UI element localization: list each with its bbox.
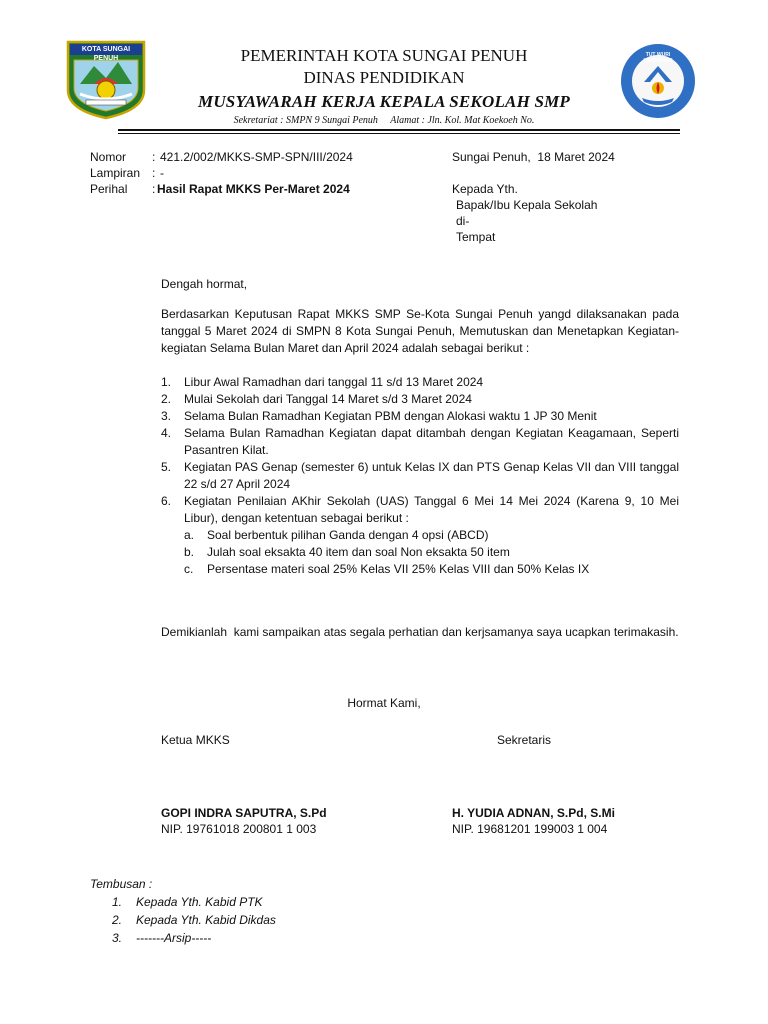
perihal-value: Hasil Rapat MKKS Per-Maret 2024 <box>157 182 350 196</box>
nomor-value: 421.2/002/MKKS-SMP-SPN/III/2024 <box>160 150 353 164</box>
salutation: Hormat Kami, <box>347 696 421 710</box>
greeting: Dengah hormat, <box>161 277 248 291</box>
left-signatory-name: GOPI INDRA SAPUTRA, S.Pd <box>161 806 327 820</box>
tembusan-item: Kepada Yth. Kabid Dikdas <box>136 913 276 927</box>
list-item: c. Persentase materi soal 25% Kelas VII 25% Kelas VIII dan 50% Kelas IX <box>184 562 590 576</box>
recipient-line-2: Bapak/Ibu Kepala Sekolah <box>456 198 598 212</box>
tembusan-item: -------Arsip----- <box>136 931 212 945</box>
tembusan-item-num: 3. <box>112 931 123 945</box>
list-item: 6. Kegiatan Penilaian AKhir Sekolah (UAS) Tanggal 6 Mei 14 Mei 2024 (Karena 9, 10 Mei Libur), dengan ketentuan sebagai berikut : a. Soal berbentuk pilihan Ganda dengan 4 opsi (ABCD) b. Julah soal eksakta 40 item dan soal Non eksakta 50 item c. Persentase materi soal 25% Kelas VII 25% Kelas VIII dan 50% Kelas IX <box>161 494 679 576</box>
list-item: b. Julah soal eksakta 40 item dan soal Non eksakta 50 item <box>184 545 510 559</box>
decision-list <box>161 374 679 578</box>
recipient-line-4: Tempat <box>456 230 496 244</box>
closing-paragraph: Demikianlah kami sampaikan atas segala perhatian dan kerjsamanya saya ucapkan terimakasih. <box>161 625 679 639</box>
lampiran-separator: : <box>152 166 156 180</box>
recipient-line-1: Kepada Yth. <box>452 182 518 196</box>
nomor-label: Nomor <box>90 150 127 164</box>
letterhead-secretariat-address: Sekretariat : SMPN 9 Sungai Penuh Alamat : Jln. Kol. Mat Koekoeh No. <box>233 115 535 126</box>
nomor-separator: : <box>152 150 156 164</box>
tembusan-item-num: 2. <box>112 913 123 927</box>
list-item: a. Soal berbentuk pilihan Ganda dengan 4 opsi (ABCD) <box>184 528 489 542</box>
letter-date: Sungai Penuh, 18 Maret 2024 <box>452 150 615 164</box>
right-signatory-title: Sekretaris <box>497 733 552 747</box>
right-signatory-name: H. YUDIA ADNAN, S.Pd, S.Mi <box>452 806 615 820</box>
letterhead-agency: DINAS PENDIDIKAN <box>303 68 465 87</box>
left-signatory-title: Ketua MKKS <box>161 733 230 747</box>
letterhead-government: PEMERINTAH KOTA SUNGAI PENUH <box>240 46 528 65</box>
lampiran-label: Lampiran <box>90 166 141 180</box>
list-item: 2. Mulai Sekolah dari Tanggal 14 Maret s/d 3 Maret 2024 <box>161 392 472 406</box>
perihal-separator: : <box>152 182 156 196</box>
letterhead-organization: MUSYAWARAH KERJA KEPALA SEKOLAH SMP <box>198 92 570 111</box>
intro-paragraph: Berdasarkan Keputusan Rapat MKKS SMP Se-Kota Sungai Penuh yangd dilaksanakan pada tanggal 5 Maret 2024 di SMPN 8 Kota Sungai Penuh, Memutuskan dan Menetapkan Kegiatan-kegiatan Selama Bulan Maret dan April 2024 adalah sebagai berikut : <box>161 307 679 355</box>
tembusan-item: Kepada Yth. Kabid PTK <box>136 895 263 909</box>
left-signatory-nip: NIP. 19761018 200801 1 003 <box>161 822 317 836</box>
list-item: 4. Selama Bulan Ramadhan Kegiatan dapat ditambah dengan Kegiatan Keagamaan, Seperti Pasantren Kilat. <box>161 426 679 457</box>
recipient-line-3: di- <box>456 214 470 228</box>
list-item: 1. Libur Awal Ramadhan dari tanggal 11 s/d 13 Maret 2024 <box>161 375 484 389</box>
right-signatory-nip: NIP. 19681201 199003 1 004 <box>452 822 608 836</box>
list-item: 3. Selama Bulan Ramadhan Kegiatan PBM dengan Alokasi waktu 1 JP 30 Menit <box>161 409 597 423</box>
exam-provisions-list <box>184 527 679 578</box>
list-item: 5. Kegiatan PAS Genap (semester 6) untuk Kelas IX dan PTS Genap Kelas VII dan VIII tanggal 22 s/d 27 April 2024 <box>161 460 679 491</box>
perihal-label: Perihal <box>90 182 128 196</box>
letterhead-rule-thick <box>118 129 680 131</box>
lampiran-value: - <box>160 166 164 180</box>
tembusan-label: Tembusan : <box>90 877 153 891</box>
tut-wuri-handayani-text: TUT WURI HANDAYANI <box>643 52 673 64</box>
city-emblem-banner-text: KOTA SUNGAI PENUH <box>81 46 131 62</box>
letterhead-rule-thin <box>118 133 680 134</box>
tembusan-item-num: 1. <box>112 895 123 909</box>
